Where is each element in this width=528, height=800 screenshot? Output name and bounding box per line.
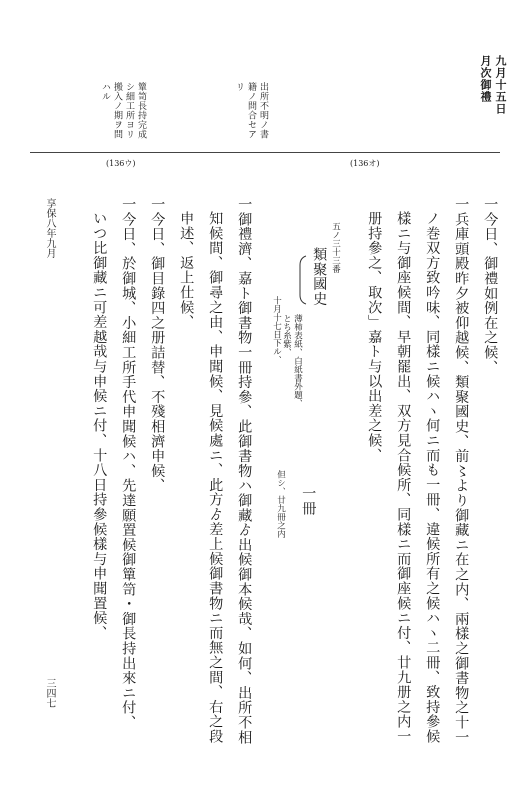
book-note-2: とち糸紫、 — [281, 314, 292, 357]
text-column: 知候間、御尋之由、申聞候、見候處ニ、此方ゟ差上候御書物ニ而無之間、右之段 — [207, 211, 224, 744]
margin-note-left-3: 搬入ノ期ヲ問 — [112, 82, 122, 139]
date-subtitle: 月次御禮 — [479, 55, 492, 103]
text-column: 一御禮濟、嘉ト御書物一冊持參、此御書物ハ御藏ゟ出候御本候哉、如何、出所不相 — [236, 197, 253, 745]
text-column: 樣ニ与御座候間、早朝罷出、双方見合候所、同樣ニ而御座候ニ付、廿九册之内一 — [395, 211, 412, 744]
margin-note-right-1: 出所不明ノ書 — [258, 82, 268, 139]
text-column: 一兵庫頭殿昨夕被仰越候、類聚國史、前〻より御藏ニ在之内、兩樣之御書物之十一 — [453, 197, 470, 745]
book-note-1: 薄柿表紙、白紙書外題、 — [292, 314, 303, 408]
book-count-note: 但シ、廿九冊之内 — [275, 470, 286, 538]
entry-heading-number: 五ノ三十三番 — [330, 222, 341, 273]
text-column: 申述、返上仕候、 — [178, 211, 195, 330]
text-column: 一今日、於御城、小細工所手代申聞候ハ、先達願置候御簞笥・御長持出來ニ付、 — [120, 197, 137, 730]
folio-ref-right: (136オ) — [350, 159, 380, 168]
text-column: いつ比御藏ニ可差越哉与申候ニ付、十八日持參候樣与申聞置候、 — [91, 211, 108, 641]
text-column: 一今日、御禮如例在之候、 — [482, 197, 499, 375]
running-date: 享保八年九月 — [44, 198, 55, 258]
entry-date-note: 十月十七日下ル、 — [271, 296, 282, 364]
margin-note-left-4: ハル — [100, 82, 110, 101]
text-column: ノ巻双方致吟味、同樣ニ候ハヽ何ニ而も一冊、違候所有之候ハヽ二冊、致持參候 — [424, 211, 441, 744]
folio-ref-left: (136ウ) — [106, 159, 136, 168]
header-rule — [30, 152, 500, 153]
page-number: 三四七 — [44, 678, 55, 708]
date-title: 九月十五日 — [494, 55, 507, 115]
margin-note-right-2: 籍ノ問合セア — [246, 82, 256, 139]
margin-note-left-2: シ細工所ヨリ — [124, 82, 134, 139]
margin-note-left-1: 簞笥長持完成 — [136, 82, 146, 139]
text-column: 一今日、御目錄四之册詰替、不殘相濟申候、 — [149, 197, 166, 493]
entry-bracket — [299, 255, 308, 305]
text-column: 册持參之、取次」嘉ト与以出差之候、 — [366, 211, 383, 463]
book-title: 類聚國史 — [311, 247, 328, 307]
margin-note-right-3: リ — [234, 82, 244, 92]
book-count: 一冊 — [300, 486, 317, 516]
